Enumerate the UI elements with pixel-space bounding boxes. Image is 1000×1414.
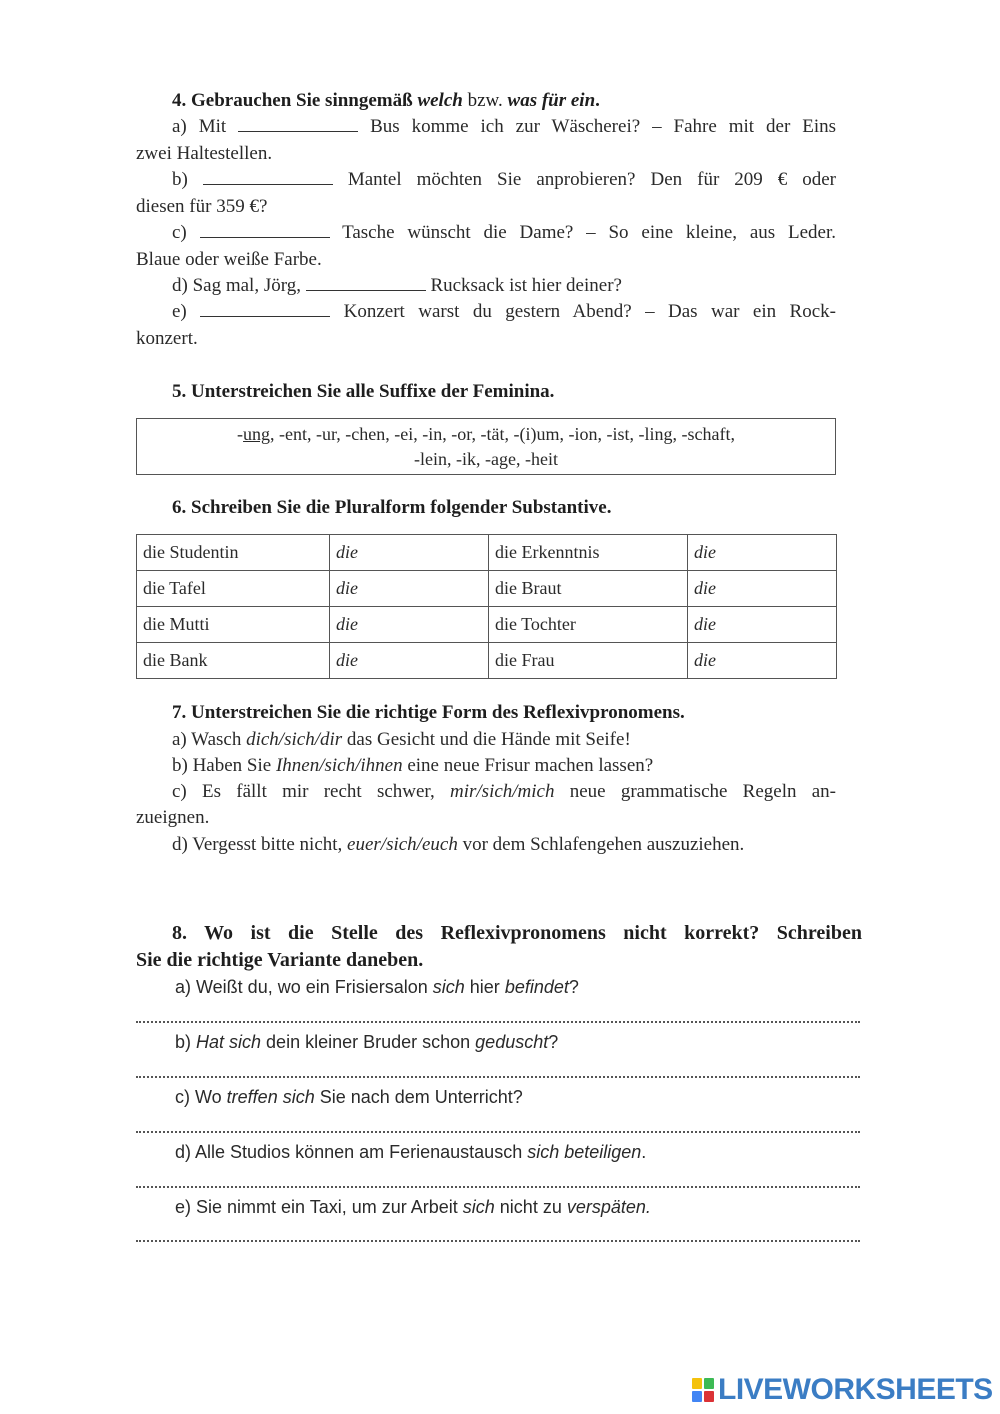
plural-answer-cell[interactable]: die (688, 607, 837, 643)
answer-line-8d[interactable] (136, 1186, 860, 1188)
exercise-7d: d) Vergesst bitte nicht, euer/sich/euch vor dem Schlafengehen auszuziehen. (172, 834, 745, 855)
plural-answer-cell[interactable]: die (688, 571, 837, 607)
logo-text: LIVEWORKSHEETS (718, 1373, 993, 1406)
exercise-4c-cont: Blaue oder weiße Farbe. (136, 249, 322, 270)
noun-cell: die Erkenntnis (489, 535, 688, 571)
exercise-4e: e) Konzert warst du gestern Abend? – Das war ein Rock- (172, 301, 836, 322)
logo-square (704, 1391, 714, 1402)
exercise-4d: d) Sag mal, Jörg, Rucksack ist hier deiner? (172, 275, 622, 296)
exercise-4b-cont: diesen für 359 €? (136, 196, 268, 217)
answer-line-8c[interactable] (136, 1131, 860, 1133)
suffix-box (136, 418, 836, 475)
exercise-7c-cont: zueignen. (136, 807, 210, 828)
answer-line-8a[interactable] (136, 1021, 860, 1023)
noun-cell: die Tochter (489, 607, 688, 643)
blank-4d[interactable] (306, 276, 426, 291)
noun-cell: die Tafel (137, 571, 330, 607)
blank-4a[interactable] (238, 117, 358, 132)
noun-cell: die Frau (489, 643, 688, 679)
plural-answer-cell[interactable]: die (330, 643, 489, 679)
suffix-line-2[interactable]: -lein, -ik, -age, -heit (414, 449, 558, 469)
exercise-4e-cont: konzert. (136, 328, 198, 349)
exercise-4b: b) Mantel möchten Sie anprobieren? Den für 209 € oder (172, 169, 837, 190)
blank-4b[interactable] (203, 170, 333, 185)
exercise-7-title: 7. Unterstreichen Sie die richtige Form des Reflexivpronomens. (172, 702, 685, 723)
plural-answer-cell[interactable]: die (330, 535, 489, 571)
pronoun-options[interactable]: euer/sich/euch (347, 834, 458, 855)
blank-4e[interactable] (200, 302, 330, 317)
exercise-8-title-line-1: 8. Wo ist die Stelle des Reflexivpronomens nicht korrekt? Schreiben (172, 922, 862, 944)
exercise-8b: b) Hat sich dein kleiner Bruder schon geduscht? (175, 1032, 559, 1052)
pronoun-options[interactable]: Ihnen/sich/ihnen (275, 755, 403, 776)
noun-cell: die Studentin (137, 535, 330, 571)
exercise-5-title: 5. Unterstreichen Sie alle Suffixe der Feminina. (172, 381, 555, 402)
table-row (137, 535, 837, 571)
pronoun-options[interactable]: dich/sich/dir (246, 729, 343, 750)
pronoun-options[interactable]: mir/sich/mich (450, 781, 555, 802)
plural-answer-cell[interactable]: die (688, 643, 837, 679)
exercise-8d: d) Alle Studios können am Ferienaustausch sich beteiligen. (175, 1142, 647, 1162)
plural-answer-cell[interactable]: die (688, 535, 837, 571)
noun-cell: die Mutti (137, 607, 330, 643)
exercise-6-title: 6. Schreiben Sie die Pluralform folgender Substantive. (172, 497, 612, 518)
table-row (137, 643, 837, 679)
plural-table (136, 534, 837, 679)
answer-line-8e[interactable] (136, 1240, 860, 1242)
exercise-8-title-line-2: Sie die richtige Variante daneben. (136, 949, 424, 971)
exercise-7a: a) Wasch dich/sich/dir das Gesicht und die Hände mit Seife! (172, 729, 631, 750)
plural-answer-cell[interactable]: die (330, 607, 489, 643)
exercise-4c: c) Tasche wünscht die Dame? – So eine kleine, aus Leder. (172, 222, 836, 243)
exercise-7b: b) Haben Sie Ihnen/sich/ihnen eine neue Frisur machen lassen? (172, 755, 654, 776)
exercise-8c: c) Wo treffen sich Sie nach dem Unterricht? (175, 1087, 523, 1107)
logo-square (704, 1378, 714, 1389)
suffix-ung[interactable]: ung (243, 424, 271, 444)
plural-answer-cell[interactable]: die (330, 571, 489, 607)
logo-square (692, 1378, 702, 1389)
exercise-8e: e) Sie nimmt ein Taxi, um zur Arbeit sich nicht zu verspäten. (175, 1197, 651, 1217)
liveworksheets-logo (692, 1374, 993, 1406)
exercise-4a-cont: zwei Haltestellen. (136, 143, 273, 164)
noun-cell: die Bank (137, 643, 330, 679)
exercise-8a: a) Weißt du, wo ein Frisiersalon sich hier befindet? (175, 977, 579, 997)
logo-square (692, 1391, 702, 1402)
exercise-4a: a) Mit Bus komme ich zur Wäscherei? – Fahre mit der Eins (172, 116, 837, 137)
logo-icon (692, 1378, 714, 1402)
noun-cell: die Braut (489, 571, 688, 607)
exercise-7c: c) Es fällt mir recht schwer, mir/sich/mich neue grammatische Regeln an- (172, 781, 837, 802)
answer-line-8b[interactable] (136, 1076, 860, 1078)
exercise-4-title: 4. Gebrauchen Sie sinngemäß welch bzw. was für ein. (172, 90, 600, 111)
blank-4c[interactable] (200, 223, 330, 238)
table-row (137, 607, 837, 643)
suffix-line-1: -ung, -ent, -ur, -chen, -ei, -in, -or, -tät, -(i)um, -ion, -ist, -ling, -schaft, (237, 424, 735, 444)
table-row (137, 571, 837, 607)
